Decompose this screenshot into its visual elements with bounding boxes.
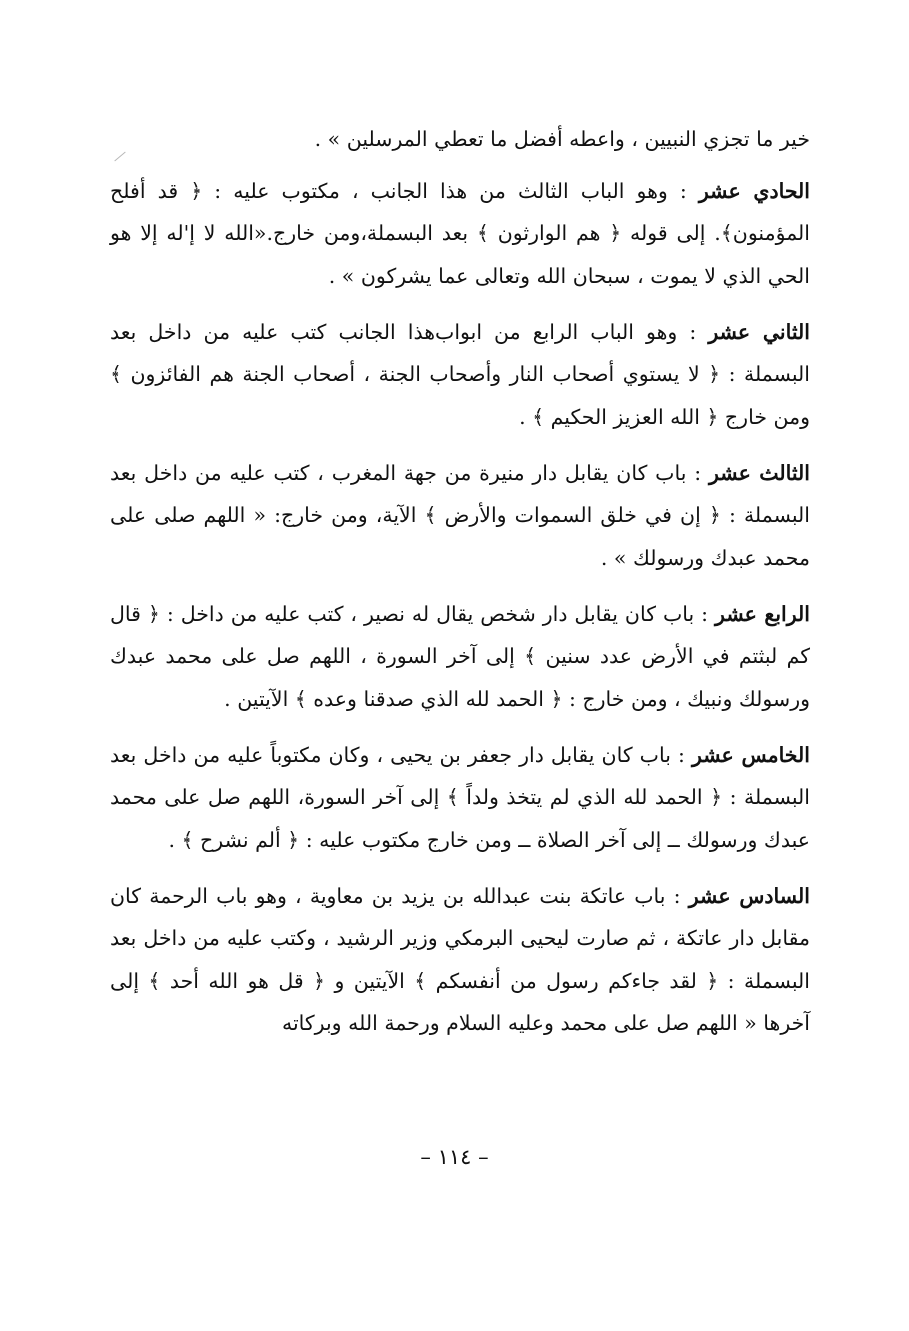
paragraph-twelfth-gate xyxy=(110,311,810,439)
page-body xyxy=(110,118,810,1058)
paragraph-fourteenth-gate xyxy=(110,593,810,721)
paragraph-text: خير ما تجزي النبيين ، واعطه أفضل ما تعطي المرسلين » . xyxy=(314,127,810,151)
paragraph-text: : وهو الباب الرابع من ابواب‌هذا الجانب كتب عليه من داخل بعد البسملة : ﴿ لا يستوي أصحاب النار وأصحاب الجنة ، أصحاب الجنة هم الفائزون ﴾ ومن خارج ﴿ الله العزيز الحكيم ﴾ . xyxy=(110,319,810,429)
paragraph-sixteenth-gate xyxy=(110,875,810,1045)
paragraph-heading: الحادي عشر xyxy=(698,178,810,203)
paragraph-fifteenth-gate xyxy=(110,734,810,862)
paragraph-text: : باب كان يقابل دار منيرة من جهة المغرب ، كتب عليه من داخل بعد البسملة : ﴿ إن في خلق السموات والأرض ﴾ الآية، ومن خارج: « اللهم صلى على محمد عبدك ورسولك » . xyxy=(110,460,810,570)
paragraph-continuation xyxy=(110,118,810,161)
paragraph-heading: السادس عشر xyxy=(688,883,810,908)
page-number: – ١١٤ – xyxy=(420,1145,489,1169)
paragraph-heading: الثالث عشر xyxy=(708,460,810,485)
paragraph-text: : باب عاتكة بنت عبدالله بن يزيد بن معاوية ، وهو باب الرحمة كان مقابل دار عاتكة ، ثم صارت ليحيى البرمكي وزير الرشيد ، وكتب عليه من داخل بعد البسملة : ﴿ لقد جاءكم رسول من أنفسكم ﴾ الآيتين و ﴿ قل هو الله أحد ﴾ إلى آخرها « اللهم صل على محمد وعليه السلام ورحمة الله وبركاته xyxy=(110,883,810,1035)
paragraph-heading: الثاني عشر xyxy=(708,319,810,344)
paragraph-heading: الرابع عشر xyxy=(715,601,810,626)
paragraph-text: : باب كان يقابل دار شخص يقال له نصير ، كتب عليه من داخل : ﴿ قال كم لبثتم في الأرض عدد سنين ﴾ إلى آخر السورة ، اللهم صل على محمد عبدك ورسولك ونبيك ، ومن خارج : ﴿ الحمد لله الذي صدقنا وعده ﴾ الآيتين . xyxy=(110,601,810,711)
paragraph-text: : وهو الباب الثالث من هذا الجانب ، مكتوب عليه : ﴿ قد أفلح المؤمنون﴾. إلى قوله ﴿ هم الوارثون ﴾ بعد البسملة،ومن خارج.«الله لا إ'له إلا هو الحي الذي لا يموت ، سبحان الله وتعالى عما يشركون » . xyxy=(110,178,810,288)
paragraph-heading: الخامس عشر xyxy=(691,742,810,767)
paragraph-eleventh-gate xyxy=(110,170,810,298)
paragraph-text: : باب كان يقابل دار جعفر بن يحيى ، وكان مكتوباً عليه من داخل بعد البسملة : ﴿ الحمد لله الذي لم يتخذ ولداً ﴾ إلى آخر السورة، اللهم صل على محمد عبدك ورسولك ــ إلى آخر الصلاة ــ ومن خارج مكتوب عليه : ﴿ ألم نشرح ﴾ . xyxy=(110,742,810,852)
paragraph-thirteenth-gate xyxy=(110,452,810,580)
